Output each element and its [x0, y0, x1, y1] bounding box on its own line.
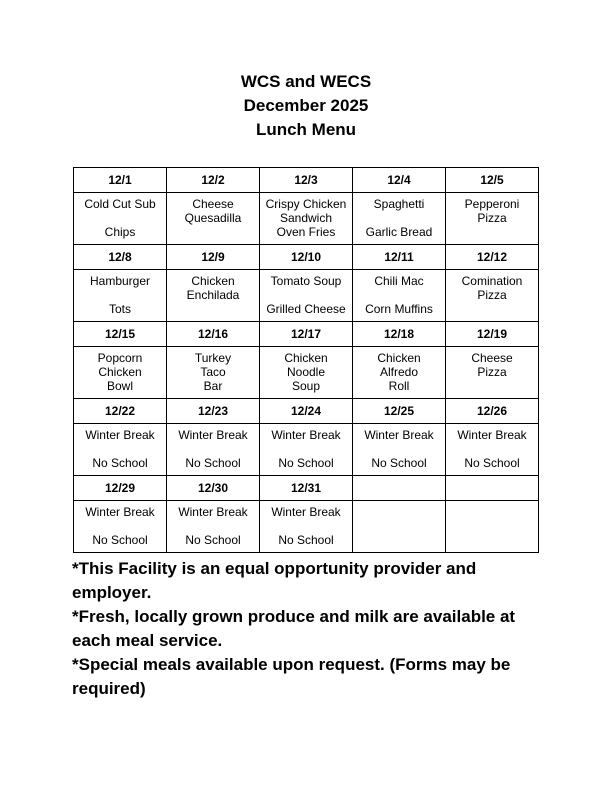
meal-line	[446, 442, 538, 456]
meal-line: Chili Mac	[374, 274, 424, 288]
date-cell: 12/1	[74, 168, 167, 193]
meal-line: Chicken	[284, 351, 328, 365]
meal-line: Quesadilla	[184, 211, 242, 225]
meal-line	[446, 379, 538, 393]
date-cell: 12/23	[167, 399, 260, 424]
date-cell: 12/17	[260, 322, 353, 347]
date-cell: 12/24	[260, 399, 353, 424]
meal-line: No School	[278, 533, 334, 547]
meal-line	[446, 302, 538, 316]
meal-line	[353, 288, 445, 302]
meal-line: Winter Break	[457, 428, 527, 442]
meal-cell	[446, 424, 539, 476]
meal-line: Enchilada	[186, 288, 240, 302]
lunch-menu-body	[74, 168, 539, 553]
meal-line: Hamburger	[89, 274, 151, 288]
meal-line: Chicken	[98, 365, 142, 379]
meal-line: Winter Break	[85, 505, 155, 519]
meal-line	[167, 302, 259, 316]
meal-cell	[167, 501, 260, 553]
meal-cell	[353, 270, 446, 322]
meal-cell	[446, 270, 539, 322]
meal-line: Spaghetti	[373, 197, 425, 211]
date-cell: 12/31	[260, 476, 353, 501]
meal-line: Pizza	[477, 288, 507, 302]
meal-line: Soup	[291, 379, 321, 393]
meal-line: No School	[92, 456, 148, 470]
meal-line: Comination	[461, 274, 523, 288]
date-cell: 12/22	[74, 399, 167, 424]
meal-cell	[167, 193, 260, 245]
meal-cell	[446, 501, 539, 553]
menu-heading: Lunch Menu	[255, 120, 357, 139]
meal-line	[353, 533, 445, 547]
meal-row	[74, 424, 539, 476]
meal-cell	[353, 424, 446, 476]
date-cell	[353, 476, 446, 501]
meal-line: Tomato Soup	[270, 274, 342, 288]
school-names: WCS and WECS	[240, 72, 372, 91]
date-cell: 12/8	[74, 245, 167, 270]
meal-line: Crispy Chicken	[265, 197, 347, 211]
meal-line	[74, 519, 166, 533]
date-row	[74, 476, 539, 501]
meal-line	[353, 211, 445, 225]
meal-line	[446, 505, 538, 519]
meal-cell	[353, 501, 446, 553]
meal-line: Bowl	[106, 379, 133, 393]
meal-line: Bar	[203, 379, 223, 393]
meal-line: No School	[278, 456, 334, 470]
meal-line: Winter Break	[271, 505, 341, 519]
meal-line: Popcorn	[97, 351, 143, 365]
meal-cell	[260, 193, 353, 245]
meal-cell	[353, 193, 446, 245]
meal-row	[74, 193, 539, 245]
date-cell: 12/5	[446, 168, 539, 193]
meal-line: Chicken	[377, 351, 421, 365]
meal-line: Winter Break	[178, 505, 248, 519]
meal-line: Alfredo	[379, 365, 419, 379]
meal-line: Winter Break	[271, 428, 341, 442]
meal-cell	[74, 424, 167, 476]
meal-line: Chips	[104, 225, 136, 239]
date-cell: 12/3	[260, 168, 353, 193]
date-cell: 12/10	[260, 245, 353, 270]
meal-line	[260, 288, 352, 302]
date-cell: 12/11	[353, 245, 446, 270]
meal-line: No School	[92, 533, 148, 547]
date-cell: 12/26	[446, 399, 539, 424]
footnotes	[72, 557, 552, 701]
meal-line	[446, 225, 538, 239]
meal-line	[446, 533, 538, 547]
meal-line: Winter Break	[178, 428, 248, 442]
meal-cell	[260, 424, 353, 476]
meal-cell	[260, 501, 353, 553]
meal-line: Pizza	[477, 211, 507, 225]
meal-cell	[74, 193, 167, 245]
footnote-special-meals: *Special meals available upon request. (Forms may be required)	[72, 655, 511, 698]
date-row	[74, 399, 539, 424]
meal-line: Garlic Bread	[365, 225, 433, 239]
meal-line: Pizza	[477, 365, 507, 379]
meal-cell	[260, 347, 353, 399]
meal-line: Oven Fries	[276, 225, 336, 239]
meal-line: Tots	[108, 302, 131, 316]
meal-line: Winter Break	[85, 428, 155, 442]
month-year: December 2025	[243, 96, 369, 115]
date-cell: 12/30	[167, 476, 260, 501]
meal-cell	[167, 424, 260, 476]
meal-row	[74, 270, 539, 322]
date-cell	[446, 476, 539, 501]
meal-cell	[167, 347, 260, 399]
meal-line: Roll	[388, 379, 410, 393]
meal-line	[353, 442, 445, 456]
date-cell: 12/25	[353, 399, 446, 424]
meal-line: Sandwich	[279, 211, 333, 225]
meal-line: Chicken	[191, 274, 235, 288]
meal-line: Turkey	[194, 351, 232, 365]
date-cell: 12/9	[167, 245, 260, 270]
meal-line: Noodle	[286, 365, 326, 379]
meal-line: Pepperoni	[464, 197, 520, 211]
meal-line	[260, 519, 352, 533]
meal-line: No School	[185, 533, 241, 547]
date-cell: 12/12	[446, 245, 539, 270]
meal-line: Cold Cut Sub	[84, 197, 156, 211]
menu-title	[0, 70, 612, 142]
lunch-menu-table	[73, 167, 539, 553]
date-cell: 12/16	[167, 322, 260, 347]
meal-line: Corn Muffins	[365, 302, 433, 316]
meal-line	[74, 211, 166, 225]
meal-row	[74, 347, 539, 399]
meal-line	[167, 519, 259, 533]
date-row	[74, 245, 539, 270]
meal-cell	[74, 347, 167, 399]
meal-cell	[260, 270, 353, 322]
date-row	[74, 168, 539, 193]
meal-line	[353, 519, 445, 533]
meal-line	[74, 288, 166, 302]
meal-line: No School	[371, 456, 427, 470]
meal-line: Cheese	[471, 351, 513, 365]
meal-cell	[353, 347, 446, 399]
meal-line: Winter Break	[364, 428, 434, 442]
footnote-fresh-produce: *Fresh, locally grown produce and milk are available at each meal service.	[72, 607, 516, 650]
date-cell: 12/29	[74, 476, 167, 501]
footnote-equal-opportunity: *This Facility is an equal opportunity provider and employer.	[72, 559, 477, 602]
date-cell: 12/2	[167, 168, 260, 193]
meal-line: No School	[464, 456, 520, 470]
meal-cell	[74, 270, 167, 322]
date-cell: 12/15	[74, 322, 167, 347]
meal-line	[260, 442, 352, 456]
date-cell: 12/18	[353, 322, 446, 347]
meal-line: Taco	[200, 365, 226, 379]
meal-line	[353, 505, 445, 519]
meal-cell	[167, 270, 260, 322]
meal-line	[446, 519, 538, 533]
meal-line: Cheese	[192, 197, 234, 211]
meal-line	[167, 225, 259, 239]
meal-line: No School	[185, 456, 241, 470]
meal-row	[74, 501, 539, 553]
date-row	[74, 322, 539, 347]
meal-cell	[446, 193, 539, 245]
date-cell: 12/4	[353, 168, 446, 193]
meal-line	[74, 442, 166, 456]
date-cell: 12/19	[446, 322, 539, 347]
meal-line: Grilled Cheese	[266, 302, 346, 316]
meal-cell	[74, 501, 167, 553]
meal-line	[167, 442, 259, 456]
meal-cell	[446, 347, 539, 399]
